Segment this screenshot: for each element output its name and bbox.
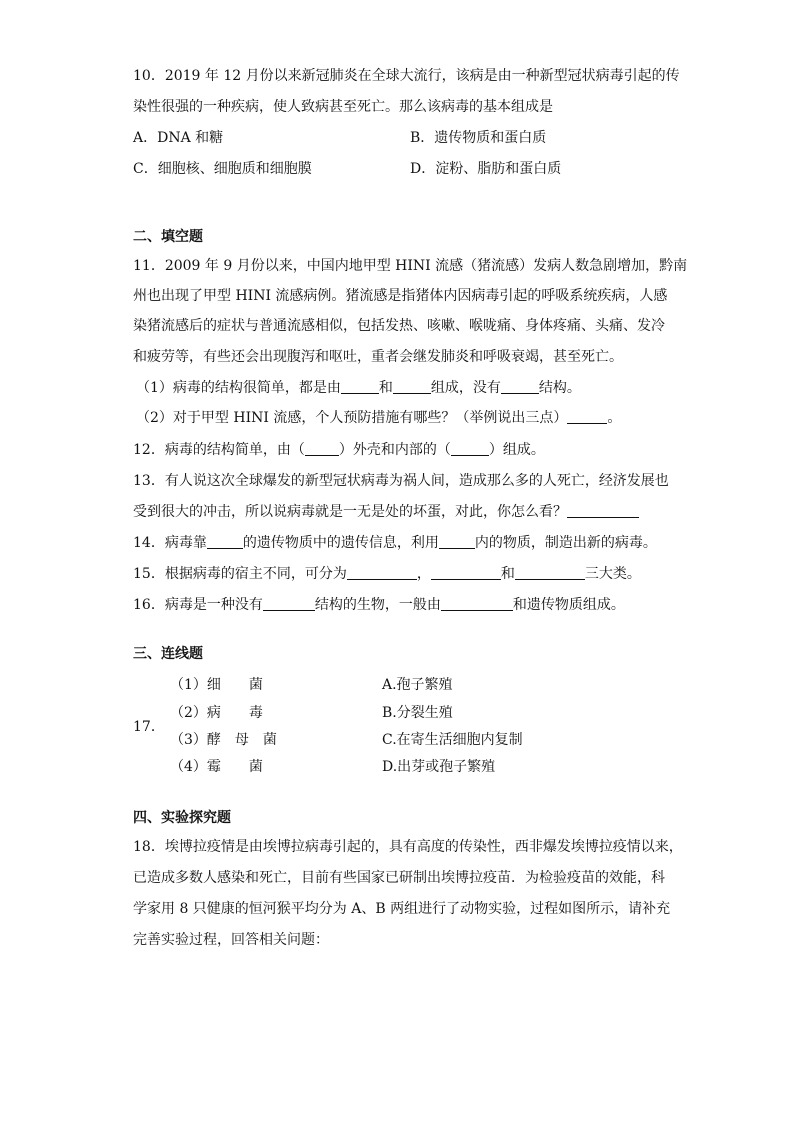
q18-line-2: 已造成多数人感染和死亡，目前有些国家已研制出埃博拉疫苗．为检验疫苗的效能，科 — [133, 870, 665, 886]
q15-text-c: 和 — [500, 566, 515, 582]
q10-line-2: 染性很强的一种疾病，使人致病甚至死亡。那么该病毒的基本组成是 — [133, 99, 553, 115]
q11-sub1-text-c: 组成，没有 — [430, 380, 501, 396]
q11-sub1-text-a: （1）病毒的结构很简单，都是由 — [136, 380, 341, 396]
q13-line-2-text: 受到很大的冲击，所以说病毒就是一无是处的坏蛋，对此，你怎么看？ — [133, 504, 567, 520]
q11-line-3: 染猪流感后的症状与普通流感相似，包括发热、咳嗽、喉咙痛、身体疼痛、头痛、发冷 — [133, 318, 665, 334]
q10-line-1: 10．2019 年 12 月份以来新冠肺炎在全球大流行，该病是由一种新型冠状病毒引起的传 — [133, 68, 680, 84]
q15-text-b: ， — [416, 566, 431, 582]
section-2-heading: 二、填空题 — [133, 229, 203, 245]
q16-text-a: 16．病毒是一种没有 — [133, 597, 263, 613]
q17-left-item: （3）酵 母 菌 — [170, 732, 277, 748]
q10-option-d: D．淀粉、脂肪和蛋白质 — [410, 161, 562, 177]
q16-text-c: 和遗传物质组成。 — [512, 597, 625, 613]
answer-blank[interactable] — [567, 503, 639, 518]
answer-blank[interactable] — [515, 565, 585, 580]
q14-text-c: 内的物质，制造出新的病毒。 — [474, 535, 657, 551]
q13-line-2 — [133, 502, 639, 522]
q17-number: 17． — [133, 719, 165, 735]
q11-line-1: 11．2009 年 9 月份以来，中国内地甲型 HINI 流感（猪流感）发病人数急剧增加，黔南 — [133, 258, 688, 274]
q11-sub-2 — [136, 408, 621, 428]
q11-sub1-text-d: 结构。 — [538, 380, 581, 396]
q14-text-b: 的遗传物质中的遗传信息，利用 — [242, 535, 439, 551]
q10-option-b: B．遗传物质和蛋白质 — [410, 130, 547, 146]
q17-left-item: （2）病 毒 — [170, 705, 263, 721]
q18-line-3: 学家用 8 只健康的恒河猴平均分为 A、B 两组进行了动物实验，过程如图所示，请补充 — [133, 901, 671, 917]
q15 — [133, 564, 641, 584]
q11-line-4: 和疲劳等，有些还会出现腹泻和呕吐，重者会继发肺炎和呼吸衰竭，甚至死亡。 — [133, 349, 623, 365]
q11-sub2-text-a: （2）对于甲型 HINI 流感，个人预防措施有哪些？（举例说出三点） — [136, 410, 568, 426]
q11-sub2-text-b: 。 — [607, 410, 622, 426]
answer-blank[interactable] — [207, 534, 243, 549]
answer-blank[interactable] — [305, 441, 339, 456]
q15-text-d: 三大类。 — [584, 566, 641, 582]
q10-option-c: C．细胞核、细胞质和细胞膜 — [133, 161, 312, 177]
section-3-heading: 三、连线题 — [133, 646, 203, 662]
answer-blank[interactable] — [393, 379, 431, 394]
q12-text-a: 12．病毒的结构简单，由（ — [133, 442, 305, 458]
q15-text-a: 15．根据病毒的宿主不同，可分为 — [133, 566, 347, 582]
answer-blank[interactable] — [263, 596, 315, 611]
q12-text-c: ）组成。 — [488, 442, 545, 458]
q18-line-4: 完善实验过程，回答相关问题： — [133, 932, 329, 948]
q17-right-item: A.孢子繁殖 — [382, 677, 453, 693]
q13-line-1: 13．有人说这次全球爆发的新型冠状病毒为祸人间，造成那么多的人死亡，经济发展也 — [133, 473, 669, 489]
q16 — [133, 595, 625, 615]
q10-option-a: A．DNA 和糖 — [133, 130, 224, 146]
q18-line-1: 18．埃博拉疫情是由埃博拉病毒引起的，具有高度的传染性，西非爆发埃博拉疫情以来， — [133, 839, 683, 855]
answer-blank[interactable] — [341, 379, 379, 394]
q11-sub1-text-b: 和 — [378, 380, 393, 396]
answer-blank[interactable] — [439, 534, 475, 549]
answer-blank[interactable] — [431, 565, 501, 580]
q17-right-item: B.分裂生殖 — [382, 705, 453, 721]
q16-text-b: 结构的生物，一般由 — [314, 597, 441, 613]
q14-text-a: 14．病毒靠 — [133, 535, 207, 551]
answer-blank[interactable] — [451, 441, 489, 456]
q11-sub-1 — [136, 378, 581, 398]
q17-right-item: D.出芽或孢子繁殖 — [382, 759, 496, 775]
section-4-heading: 四、实验探究题 — [133, 810, 231, 826]
q17-left-item: （1）细 菌 — [170, 677, 263, 693]
q14 — [133, 533, 657, 553]
q17-right-item: C.在寄生活细胞内复制 — [382, 732, 523, 748]
q12-text-b: ）外壳和内部的（ — [338, 442, 451, 458]
q12 — [133, 440, 545, 460]
answer-blank[interactable] — [501, 379, 539, 394]
q17-left-item: （4）霉 菌 — [170, 759, 263, 775]
answer-blank[interactable] — [567, 409, 607, 424]
answer-blank[interactable] — [441, 596, 513, 611]
q11-line-2: 州也出现了甲型 HINI 流感病例。猪流感是指猪体内因病毒引起的呼吸系统疾病，人感 — [133, 288, 668, 304]
answer-blank[interactable] — [347, 565, 417, 580]
